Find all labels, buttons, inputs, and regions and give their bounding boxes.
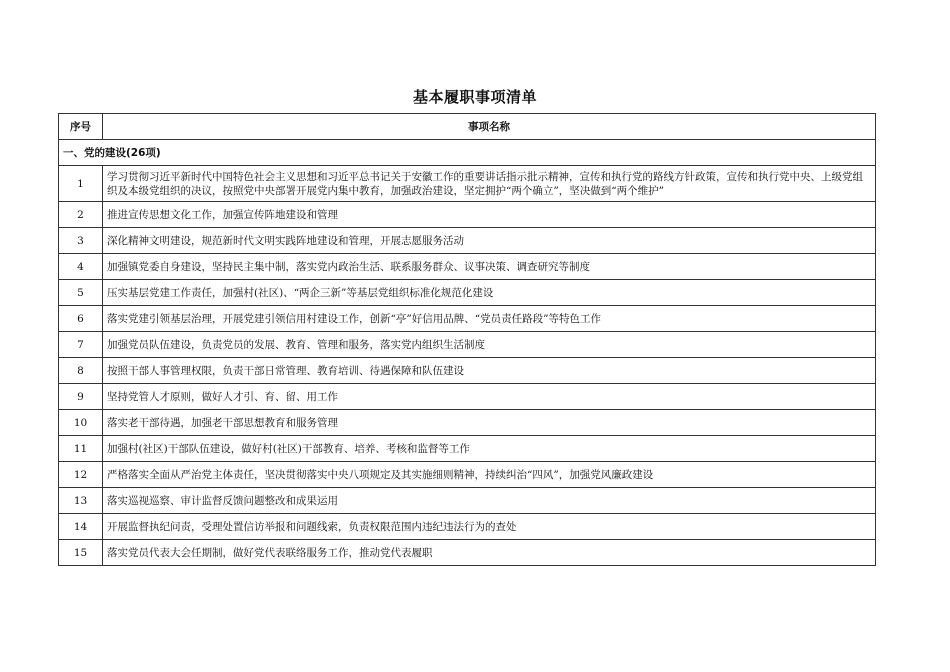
row-item-name: 严格落实全面从严治党主体责任，坚决贯彻落实中央八项规定及其实施细则精神，持续纠治“四风”，加强党风廉政建设 — [103, 462, 876, 488]
row-serial-number: 14 — [59, 514, 103, 540]
row-item-name: 坚持党管人才原则，做好人才引、育、留、用工作 — [103, 384, 876, 410]
section-title: 一、党的建设(26项) — [59, 140, 876, 166]
row-item-name: 落实党建引领基层治理，开展党建引领信用村建设工作，创新“亭”好信用品牌、“党员责任路段”等特色工作 — [103, 306, 876, 332]
row-item-name: 按照干部人事管理权限，负责干部日常管理、教育培训、待遇保障和队伍建设 — [103, 358, 876, 384]
table-row — [59, 436, 876, 462]
row-serial-number: 7 — [59, 332, 103, 358]
row-serial-number: 5 — [59, 280, 103, 306]
row-serial-number: 1 — [59, 166, 103, 202]
row-item-name: 落实巡视巡察、审计监督反馈问题整改和成果运用 — [103, 488, 876, 514]
row-item-name: 压实基层党建工作责任，加强村(社区)、“两企三新”等基层党组织标准化规范化建设 — [103, 280, 876, 306]
table-row — [59, 166, 876, 202]
row-item-name: 深化精神文明建设，规范新时代文明实践阵地建设和管理，开展志愿服务活动 — [103, 228, 876, 254]
row-serial-number: 11 — [59, 436, 103, 462]
table-row — [59, 202, 876, 228]
row-item-name: 学习贯彻习近平新时代中国特色社会主义思想和习近平总书记关于安徽工作的重要讲话指示批示精神，宣传和执行党的路线方针政策，宣传和执行党中央、上级党组织及本级党组织的决议，按照党中央部署开展党内集中教育，加强政治建设，坚定拥护“两个确立”，坚决做到“两个维护” — [103, 166, 876, 202]
table-row — [59, 306, 876, 332]
row-serial-number: 12 — [59, 462, 103, 488]
table-row — [59, 254, 876, 280]
header-serial-number: 序号 — [59, 114, 103, 140]
section-row — [59, 140, 876, 166]
table-row — [59, 540, 876, 566]
row-serial-number: 8 — [59, 358, 103, 384]
row-item-name: 加强镇党委自身建设，坚持民主集中制，落实党内政治生活、联系服务群众、议事决策、调查研究等制度 — [103, 254, 876, 280]
row-serial-number: 15 — [59, 540, 103, 566]
row-serial-number: 9 — [59, 384, 103, 410]
table-row — [59, 410, 876, 436]
table-header-row — [59, 114, 876, 140]
table-row — [59, 384, 876, 410]
duty-list-table — [58, 113, 876, 566]
row-item-name: 推进宣传思想文化工作，加强宣传阵地建设和管理 — [103, 202, 876, 228]
table-row — [59, 280, 876, 306]
table-row — [59, 488, 876, 514]
row-item-name: 加强村(社区)干部队伍建设，做好村(社区)干部教育、培养、考核和监督等工作 — [103, 436, 876, 462]
row-serial-number: 10 — [59, 410, 103, 436]
table-row — [59, 332, 876, 358]
row-serial-number: 3 — [59, 228, 103, 254]
row-serial-number: 6 — [59, 306, 103, 332]
row-serial-number: 2 — [59, 202, 103, 228]
table-row — [59, 228, 876, 254]
row-serial-number: 13 — [59, 488, 103, 514]
table-row — [59, 358, 876, 384]
header-item-name: 事项名称 — [103, 114, 876, 140]
table-row — [59, 462, 876, 488]
row-item-name: 落实党员代表大会任期制，做好党代表联络服务工作，推动党代表履职 — [103, 540, 876, 566]
row-item-name: 加强党员队伍建设，负责党员的发展、教育、管理和服务，落实党内组织生活制度 — [103, 332, 876, 358]
document-title: 基本履职事项清单 — [412, 88, 537, 106]
row-item-name: 开展监督执纪问责，受理处置信访举报和问题线索，负责权限范围内违纪违法行为的查处 — [103, 514, 876, 540]
table-row — [59, 514, 876, 540]
row-serial-number: 4 — [59, 254, 103, 280]
row-item-name: 落实老干部待遇，加强老干部思想教育和服务管理 — [103, 410, 876, 436]
